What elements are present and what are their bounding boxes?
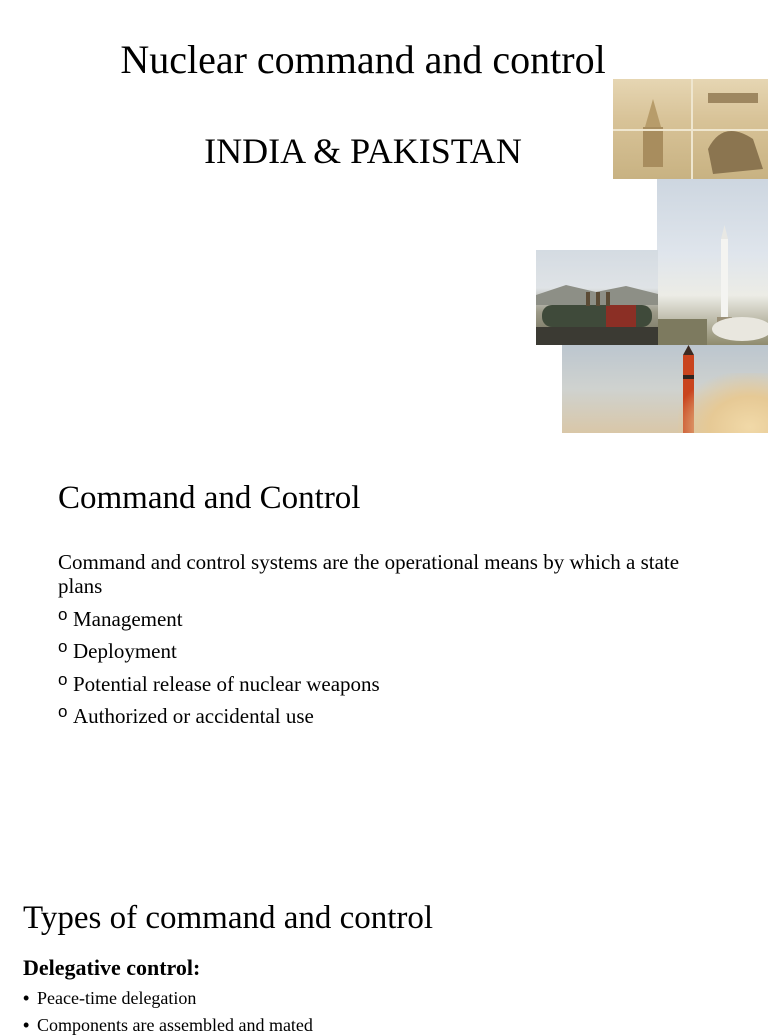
list-item: o Management: [58, 605, 183, 631]
circle-bullet-icon: o: [58, 702, 68, 721]
missile-parade-photo: [536, 250, 658, 345]
list-item: o Deployment: [58, 637, 177, 663]
bullet-icon: •: [23, 1015, 30, 1035]
circle-bullet-icon: o: [58, 637, 68, 656]
circle-bullet-icon: o: [58, 670, 68, 689]
list-item: • Peace-time delegation: [23, 988, 197, 1008]
bullet-icon: •: [23, 988, 30, 1008]
slide-subtitle: INDIA & PAKISTAN: [204, 131, 522, 171]
subheading: Delegative control:: [23, 955, 201, 980]
list-item: • Components are assembled and mated: [23, 1015, 313, 1035]
section-heading: Command and Control: [58, 480, 361, 516]
section-heading: Types of command and control: [23, 900, 434, 936]
missile-launch-photo: [657, 179, 768, 345]
paragraph: Command and control systems are the operational means by which a state plans: [58, 550, 680, 598]
slide-title: Nuclear command and control: [120, 37, 606, 82]
list-item: o Potential release of nuclear weapons: [58, 670, 380, 696]
circle-bullet-icon: o: [58, 605, 68, 624]
missile-photo-collage: [613, 79, 768, 179]
list-item: o Authorized or accidental use: [58, 702, 314, 728]
rocket-launch-photo: [562, 345, 768, 433]
